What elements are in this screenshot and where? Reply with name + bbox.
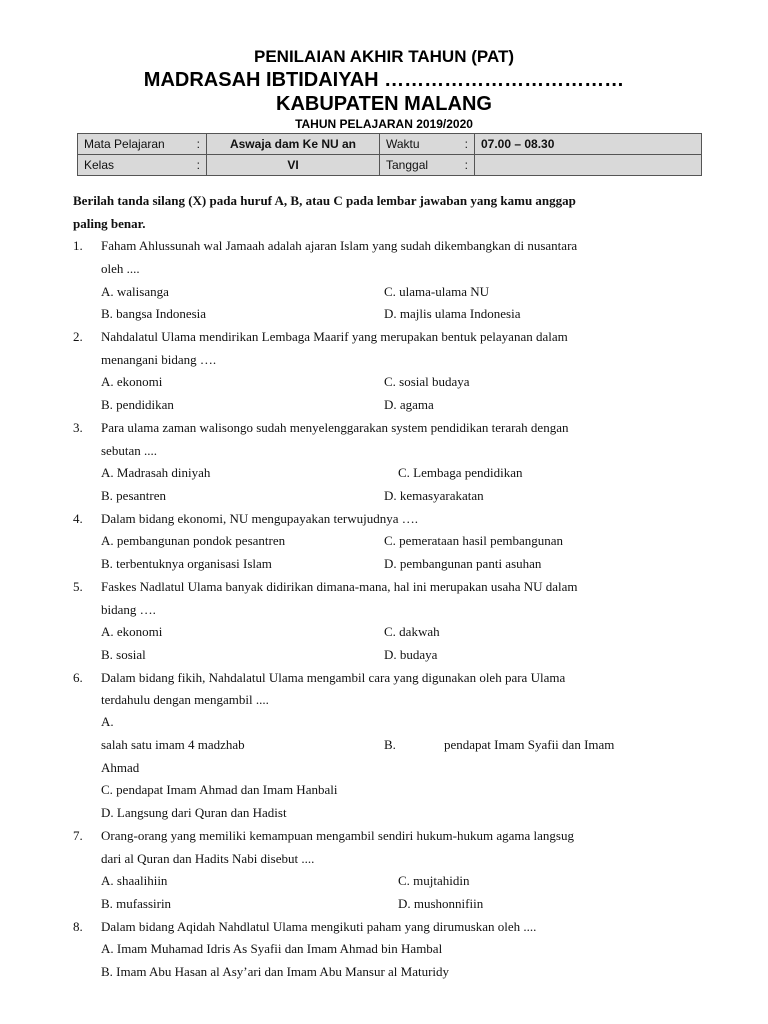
academic-year: TAHUN PELAJARAN 2019/2020 xyxy=(295,117,473,131)
option-c: C. mujtahidin xyxy=(398,873,470,888)
exam-info-table xyxy=(77,133,702,176)
option-c: C. pendapat Imam Ahmad dan Imam Hanbali xyxy=(101,782,338,797)
option-c: C. ulama-ulama NU xyxy=(384,284,490,299)
time-value: 07.00 – 08.30 xyxy=(475,134,702,155)
question-text: Para ulama zaman walisongo sudah menyelenggarakan system pendidikan terarah dengan xyxy=(101,420,569,435)
question-text: Orang-orang yang memiliki kemampuan mengambil sendiri hukum-hukum agama langsug xyxy=(101,828,574,843)
question-text: Dalam bidang Aqidah Nahdlatul Ulama mengikuti paham yang dirumuskan oleh .... xyxy=(101,919,537,934)
option-a: A. shaalihiin xyxy=(101,873,168,888)
question-text-cont: terdahulu dengan mengambil .... xyxy=(101,692,269,707)
option-d: D. pembangunan panti asuhan xyxy=(384,556,542,571)
option-b: B. bangsa Indonesia xyxy=(101,306,207,321)
question-text-cont: oleh .... xyxy=(101,261,140,276)
info-row xyxy=(78,134,702,155)
option-a: A. pembangunan pondok pesantren xyxy=(101,533,286,548)
option-c: C. pemerataan hasil pembangunan xyxy=(384,533,564,548)
time-label: Waktu xyxy=(380,134,453,155)
exam-title: PENILAIAN AKHIR TAHUN (PAT) xyxy=(253,47,514,66)
info-row xyxy=(78,155,702,176)
colon: : xyxy=(180,155,207,176)
option-d: D. majlis ulama Indonesia xyxy=(384,306,521,321)
regency-name: KABUPATEN MALANG xyxy=(276,93,492,115)
question-text: Faham Ahlussunah wal Jamaah adalah ajaran Islam yang sudah dikembangkan di nusantara xyxy=(101,238,578,253)
question-number: 6. xyxy=(73,670,83,685)
question-number: 7. xyxy=(73,828,83,843)
option-c: C. dakwah xyxy=(384,624,440,639)
option-a: A. ekonomi xyxy=(101,374,163,389)
question-number: 1. xyxy=(73,238,83,253)
option-b-text-cont: Ahmad xyxy=(101,760,140,775)
option-a: A. Imam Muhamad Idris As Syafii dan Imam Ahmad bin Hambal xyxy=(101,941,443,956)
option-c: C. sosial budaya xyxy=(384,374,470,389)
question-text-cont: sebutan .... xyxy=(101,443,157,458)
question-text-cont: bidang …. xyxy=(101,602,156,617)
option-b: B. mufassirin xyxy=(101,896,172,911)
option-d: D. mushonnifiin xyxy=(398,896,484,911)
question-text: Faskes Nadlatul Ulama banyak didirikan dimana-mana, hal ini merupakan usaha NU dalam xyxy=(101,579,578,594)
option-b: B. sosial xyxy=(101,647,146,662)
instruction-line-2: paling benar. xyxy=(73,216,146,231)
option-b: B. Imam Abu Hasan al Asy’ari dan Imam Abu Mansur al Maturidy xyxy=(101,964,450,979)
option-d: D. Langsung dari Quran dan Hadist xyxy=(101,805,287,820)
instruction-line-1: Berilah tanda silang (X) pada huruf A, B, atau C pada lembar jawaban yang kamu anggap xyxy=(73,193,576,208)
question-text: Dalam bidang ekonomi, NU mengupayakan terwujudnya …. xyxy=(101,511,418,526)
option-a-text: salah satu imam 4 madzhab xyxy=(101,737,245,752)
option-a-label: A. xyxy=(101,714,114,729)
subject-value: Aswaja dam Ke NU an xyxy=(207,134,380,155)
question-number: 3. xyxy=(73,420,83,435)
option-d: D. budaya xyxy=(384,647,438,662)
option-b-label: B. xyxy=(384,737,396,752)
date-label: Tanggal xyxy=(380,155,453,176)
question-text: Dalam bidang fikih, Nahdalatul Ulama mengambil cara yang digunakan oleh para Ulama xyxy=(101,670,566,685)
colon: : xyxy=(180,134,207,155)
question-number: 5. xyxy=(73,579,83,594)
date-value xyxy=(475,155,702,176)
option-b: B. pendidikan xyxy=(101,397,174,412)
option-b: B. terbentuknya organisasi Islam xyxy=(101,556,272,571)
question-number: 8. xyxy=(73,919,83,934)
option-d: D. kemasyarakatan xyxy=(384,488,484,503)
question-text: Nahdalatul Ulama mendirikan Lembaga Maarif yang merupakan bentuk pelayanan dalam xyxy=(101,329,568,344)
school-name: MADRASAH IBTIDAIYAH ……………………………… xyxy=(143,69,625,91)
option-a: A. ekonomi xyxy=(101,624,163,639)
colon: : xyxy=(452,134,475,155)
option-a: A. walisanga xyxy=(101,284,169,299)
option-b: B. pesantren xyxy=(101,488,166,503)
class-value: VI xyxy=(207,155,380,176)
question-number: 2. xyxy=(73,329,83,344)
option-a: A. Madrasah diniyah xyxy=(101,465,211,480)
option-d: D. agama xyxy=(384,397,434,412)
question-number: 4. xyxy=(73,511,83,526)
subject-label: Mata Pelajaran xyxy=(78,134,181,155)
class-label: Kelas xyxy=(78,155,181,176)
question-text-cont: menangani bidang …. xyxy=(101,352,217,367)
colon: : xyxy=(452,155,475,176)
question-text-cont: dari al Quran dan Hadits Nabi disebut .... xyxy=(101,851,315,866)
option-c: C. Lembaga pendidikan xyxy=(398,465,523,480)
option-b-text: pendapat Imam Syafii dan Imam xyxy=(444,737,615,752)
